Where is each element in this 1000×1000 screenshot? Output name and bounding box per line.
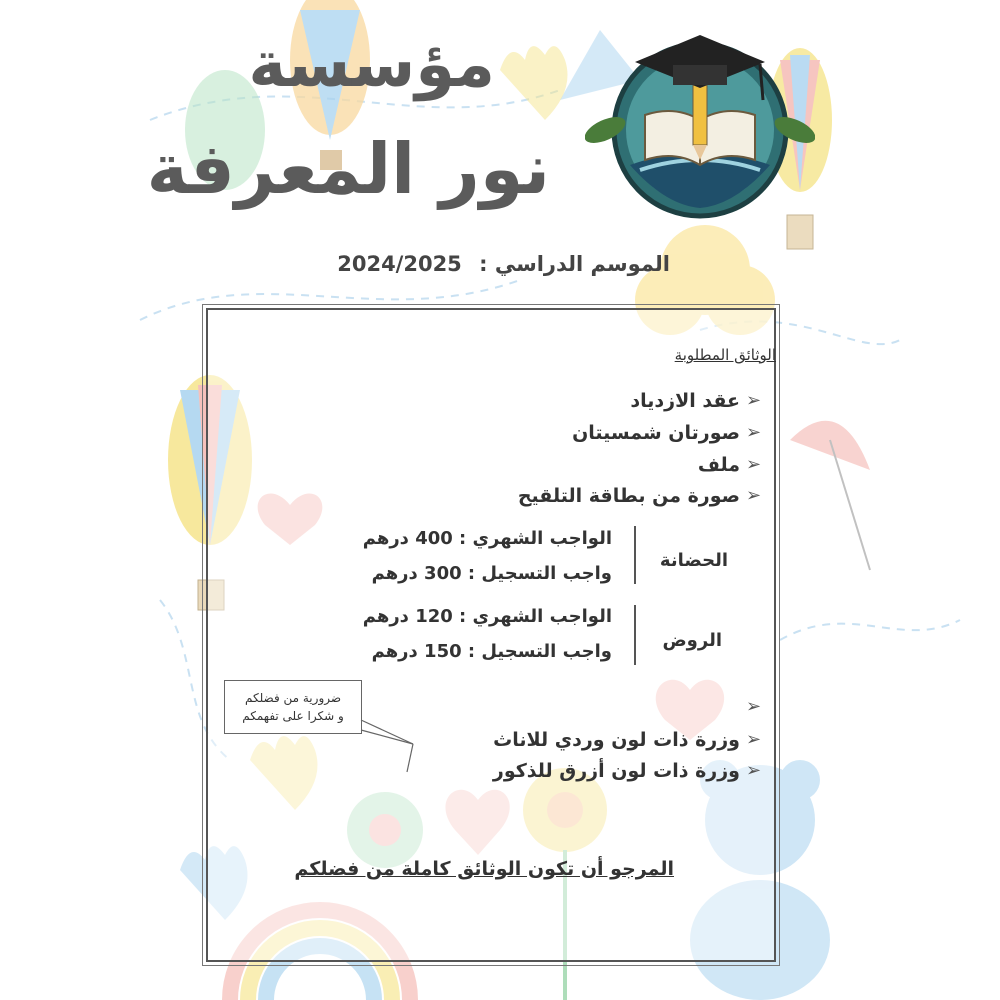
season-year: 2024/2025 — [337, 252, 462, 276]
callout-line2: و شكرا على تفهمكم — [242, 709, 344, 723]
fee-category: الحضانة — [659, 550, 728, 571]
arrow-bullet-icon: ➢ — [746, 729, 762, 750]
fee-monthly: الواجب الشهري : 400 درهم — [362, 528, 612, 549]
doc-item: صورتان شمسيتان — [572, 422, 740, 444]
season-label: الموسم الدراسي : — [479, 252, 670, 276]
arrow-bullet-icon: ➢ — [746, 422, 762, 443]
arrow-bullet-icon: ➢ — [746, 696, 762, 717]
fee-registration: واجب التسجيل : 300 درهم — [371, 563, 612, 584]
school-season — [330, 252, 670, 276]
callout-note — [224, 680, 362, 734]
arrow-bullet-icon: ➢ — [746, 485, 762, 506]
callout-line1: ضرورية من فضلكم — [244, 691, 342, 705]
arrow-bullet-icon: ➢ — [746, 760, 762, 781]
fee-monthly: الواجب الشهري : 120 درهم — [362, 606, 612, 627]
doc-item: عقد الازدياد — [630, 390, 740, 412]
documents-heading: الوثائق المطلوبة — [674, 346, 776, 364]
fee-divider — [634, 526, 636, 584]
arrow-bullet-icon: ➢ — [746, 390, 762, 411]
doc-item: ملف — [697, 454, 740, 476]
doc-item: صورة من بطاقة التلقيح — [517, 485, 740, 507]
fee-category: الروض — [662, 630, 722, 651]
callout-pointer — [355, 700, 435, 780]
footer-note: المرجو أن تكون الوثائق كاملة من فضلكم — [294, 858, 674, 880]
uniform-item: وزرة ذات لون أزرق للذكور — [492, 760, 740, 782]
fee-divider — [634, 605, 636, 665]
institution-title-line2: نور المعرفة — [146, 128, 550, 210]
fee-registration: واجب التسجيل : 150 درهم — [371, 641, 612, 662]
institution-title-line1: مؤسسة — [248, 28, 495, 102]
graduation-cap-book-logo-icon — [585, 20, 815, 220]
uniform-item: وزرة ذات لون وردي للاناث — [493, 729, 740, 751]
arrow-bullet-icon: ➢ — [746, 454, 762, 475]
